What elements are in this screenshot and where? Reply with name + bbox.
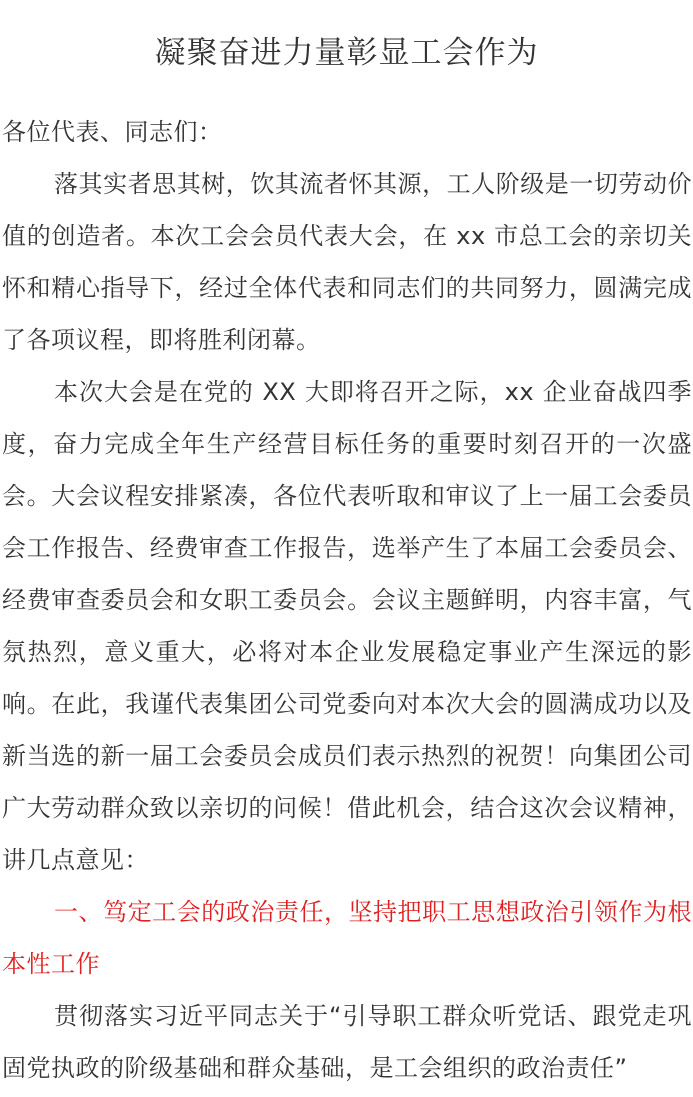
salutation: 各位代表、同志们： bbox=[2, 118, 223, 146]
section-heading: 一、笃定工会的政治责任，坚持把职工思想政治引领作为根本性工作 bbox=[2, 898, 692, 978]
document-title: 凝聚奋进力量彰显工会作为 bbox=[154, 35, 539, 71]
paragraph-1: 落其实者思其树，饮其流者怀其源，工人阶级是一切劳动价值的创造者。本次工会会员代表大会，在 xx 市总工会的亲切关怀和精心指导下，经过全体代表和同志们的共同努力，圆满完成了各项议程，即将胜利闭幕。 bbox=[2, 170, 692, 354]
paragraph-2: 本次大会是在党的 XX 大即将召开之际，xx 企业奋战四季度，奋力完成全年生产经营目标任务的重要时刻召开的一次盛会。大会议程安排紧凑，各位代表听取和审议了上一届工会委员会工作报告、经费审查工作报告，选举产生了本届工会委员会、经费审查委员会和女职工委员会。会议主题鲜明，内容丰富，气氛热烈，意义重大，必将对本企业发展稳定事业产生深远的影响。在此，我谨代表集团公司党委向对本次大会的圆满成功以及新当选的新一届工会委员会成员们表示热烈的祝贺！向集团公司广大劳动群众致以亲切的问候！借此机会，结合这次会议精神，讲几点意见： bbox=[2, 378, 692, 874]
document-body bbox=[2, 106, 692, 1094]
section-paragraph: 贯彻落实习近平同志关于“引导职工群众听党话、跟党走巩固党执政的阶级基础和群众基础，是工会组织的政治责任” bbox=[2, 1002, 692, 1082]
